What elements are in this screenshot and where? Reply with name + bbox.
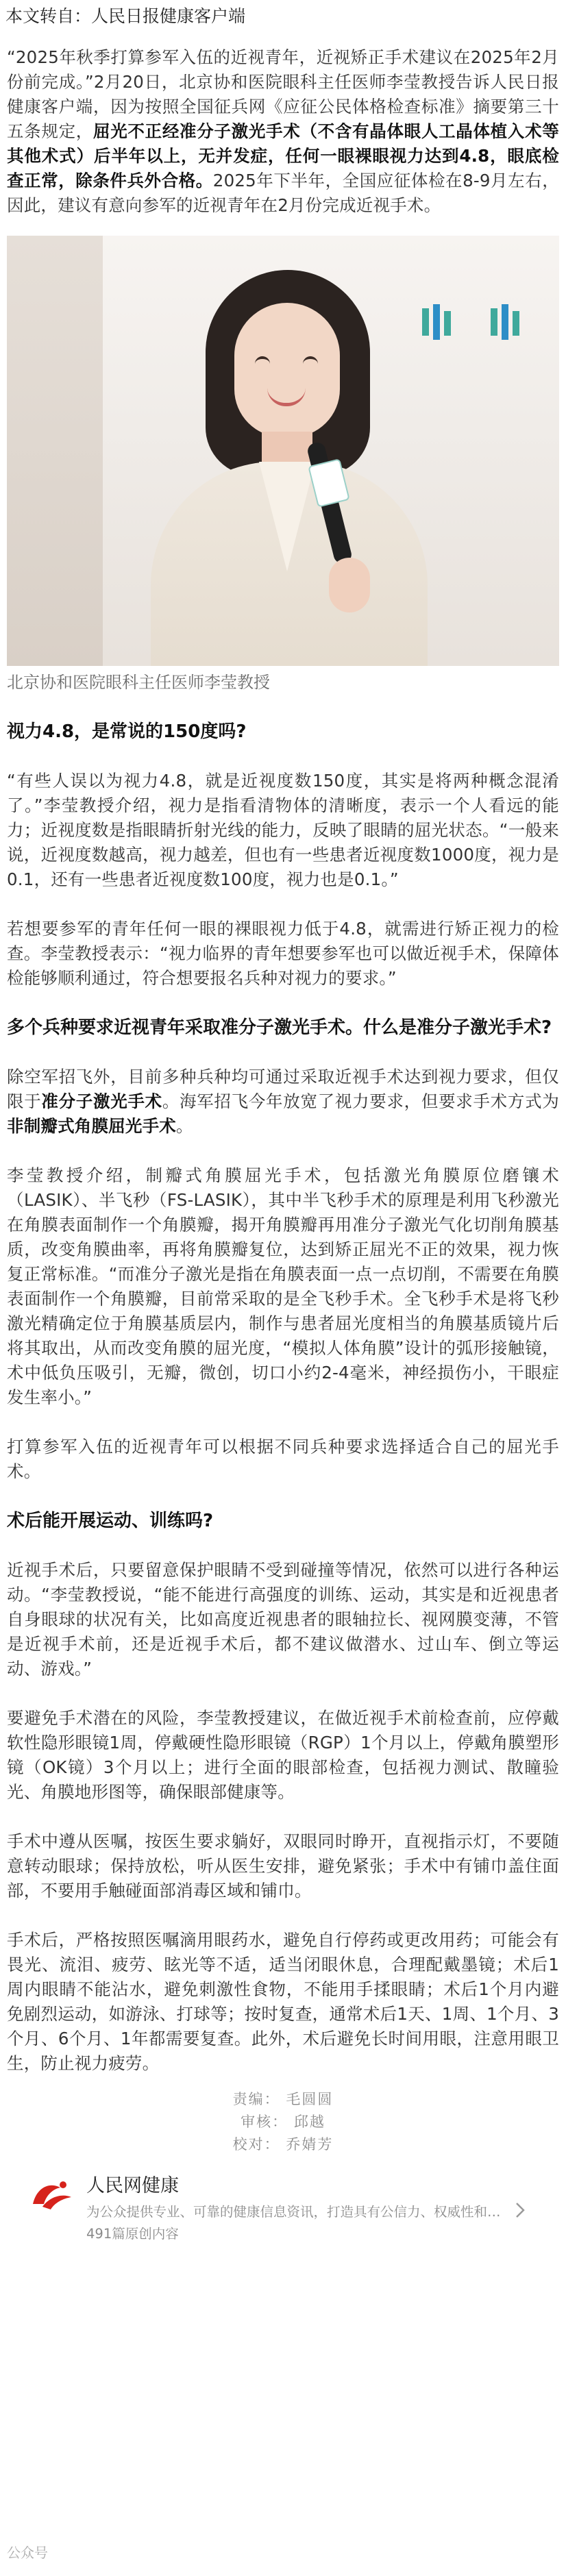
section-paragraph: 手术中遵从医嘱，按医生要求躺好，双眼同时睁开，直视指示灯，不要随意转动眼球；保持放松，听从医生安排，避免紧张；手术中有铺巾盖住面部，不要用手触碰面部消毒区域和铺巾。 [7, 1831, 559, 1900]
proof-credit: 校对： 乔婧芳 [232, 2136, 334, 2153]
review-credit: 审核： 邱越 [241, 2114, 325, 2130]
speaker-face [234, 303, 340, 437]
section-paragraph: 若想要参军的青年任何一眼的裸眼视力低于4.8，就需进行矫正视力的检查。李莹教授表示：“视力临界的青年想要参军也可以做近视手术，保障体检能够顺利通过，符合想要报名兵种对视力的要求。” [7, 919, 559, 988]
photo-caption: 北京协和医院眼科主任医师李莹教授 [7, 673, 270, 692]
section-paragraph: “有些人误以为视力4.8，就是近视度数150度，其实是将两种概念混淆了。”李莹教授介绍，视力是指看清物体的清晰度，表示一个人看远的能力；近视度数是指眼睛折射光线的能力，反映了眼睛的屈光状态。“一般来说，近视度数越高，视力越差，但也有一些患者近视度数1000度，视力是0.1，还有一些患者近视度数100度，视力也是0.1。” [7, 771, 559, 889]
section-heading: 多个兵种要求近视青年采取准分子激光手术。什么是准分子激光手术? [7, 1017, 552, 1038]
section-heading: 视力4.8，是常说的150度吗? [7, 721, 247, 742]
account-name: 人民网健康 [86, 2175, 179, 2196]
intro-text-1: “2025年秋季打算参军入伍的近视青年，近视矫正手术建议在2025年2月份前完成。”2月20日，北京协和医院眼科主任医师李莹教授告诉人民日报健康客户端，因为按照全国征兵网《应征公民体格检查标准》摘要第三十五条规定， [7, 47, 559, 141]
event-logo-icon [487, 301, 528, 343]
section-paragraph: 李莹教授介绍，制瓣式角膜屈光手术，包括激光角膜原位磨镶术（LASIK）、半飞秒（FS-LASIK），其中半飞秒手术的原理是利用飞秒激光在角膜表面制作一个角膜瓣，揭开角膜瓣再用准分子激光气化切削角膜基质，改变角膜曲率，再将角膜瓣复位，达到矫正屈光不正的效果，视力恢复正常标准。“而准分子激光是指在角膜表面一点一点切削，不需要在角膜表面制作一个角膜瓣，目前常采取的是全飞秒手术。全飞秒手术是将飞秒激光精确定位于角膜基质层内，制作与患者屈光度相当的角膜基质镜片后将其取出，从而改变角膜的屈光度，“模拟人体角膜”设计的弧形接触镜，术中低负压吸引，无瓣，微创，切口小约2-4毫米，神经损伤小，干眼症发生率小。” [7, 1165, 559, 1407]
people-health-logo-icon [23, 2177, 78, 2218]
section-heading: 术后能开展运动、训练吗? [7, 1511, 214, 1531]
account-description: 为公众提供专业、可靠的健康信息资讯，打造具有公信力、权威性和… [86, 2204, 501, 2220]
event-logo-icon [418, 301, 459, 343]
account-card[interactable] [19, 2163, 547, 2259]
official-account-label: 公众号 [7, 2544, 48, 2561]
original-count: 491篇原创内容 [86, 2226, 179, 2242]
intro-text-bold: 屈光不正经准分子激光手术（不含有晶体眼人工晶体植入术等其他术式）后半年以上，无并发症，任何一眼裸眼视力达到4.8，眼底检查正常，除条件兵外合格。 [7, 121, 559, 190]
intro-paragraph [7, 45, 559, 218]
article-photo [7, 236, 559, 666]
intro-text-2: 2025年下半年，全国应征体检在8-9月左右，因此，建议有意向参军的近视青年在2月份完成近视手术。 [7, 171, 559, 215]
editor-credit: 责编： 毛圆圆 [232, 2091, 334, 2107]
section-paragraph: 要避免手术潜在的风险，李莹教授建议，在做近视手术前检查前，应停戴软性隐形眼镜1周，停戴硬性隐形眼镜（RGP）1个月以上，停戴角膜塑形镜（OK镜）3个月以上；进行全面的眼部检查，包括视力测试、散瞳验光、角膜地形图等，确保眼部健康等。 [7, 1708, 559, 1802]
section-paragraph: 打算参军入伍的近视青年可以根据不同兵种要求选择适合自己的屈光手术。 [7, 1437, 559, 1481]
source-line: 本文转自：人民日报健康客户端 [5, 6, 246, 26]
section-paragraph: 近视手术后，只要留意保护眼睛不受到碰撞等情况，依然可以进行各种运动。“李莹教授说，“能不能进行高强度的训练、运动，其实是和近视患者自身眼球的状况有关，比如高度近视患者的眼轴拉长、视网膜变薄，不管是近视手术前，还是近视手术后，都不建议做潜水、过山车、倒立等运动、游戏。” [7, 1560, 559, 1679]
chevron-right-icon[interactable] [510, 2200, 530, 2220]
section-paragraph: 除空军招飞外，目前多种兵种均可通过采取近视手术达到视力要求，但仅限于准分子激光手术。海军招飞今年放宽了视力要求，但要求手术方式为非制瓣式角膜屈光手术。 [7, 1067, 559, 1136]
editor-credits [7, 2088, 559, 2156]
section-paragraph: 手术后，严格按照医嘱滴用眼药水，避免自行停药或更改用药；可能会有畏光、流泪、疲劳、眩光等不适，适当闭眼休息，合理配戴墨镜；术后1周内眼睛不能沾水，避免刺激性食物，不能用手揉眼睛；术后1个月内避免剧烈运动，如游泳、打球等；按时复查，通常术后1天、1周、1个月、3个月、6个月、1年都需要复查。此外，术后避免长时间用眼，注意用眼卫生，防止视力疲劳。 [7, 1930, 559, 2073]
article-body [0, 45, 566, 2259]
